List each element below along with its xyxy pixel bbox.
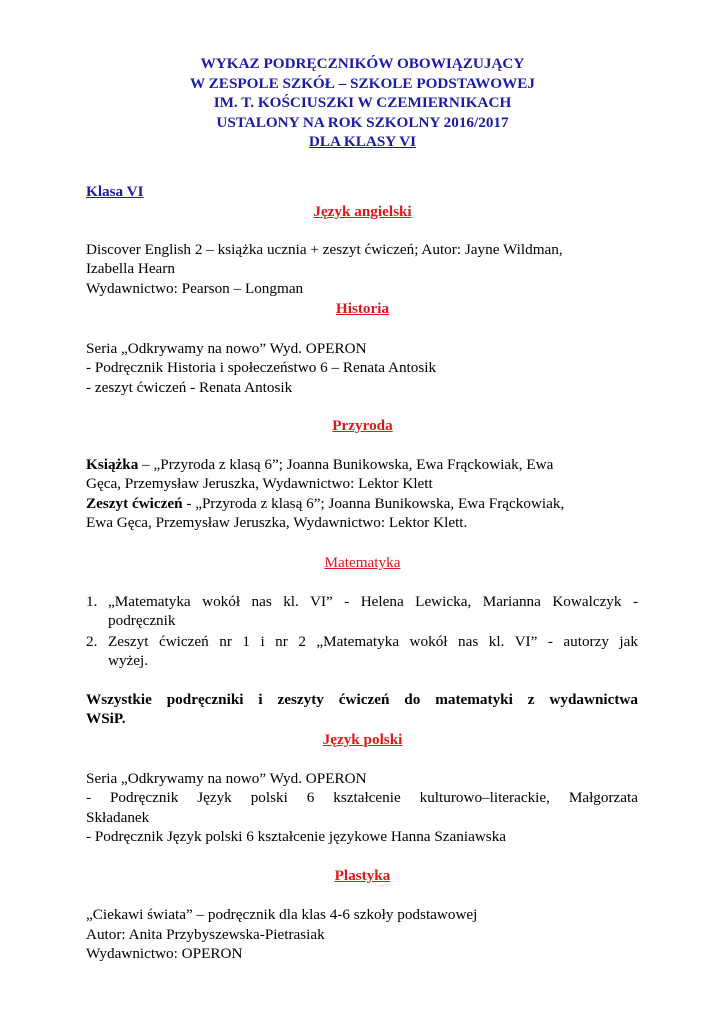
math-note [86, 690, 638, 728]
math-item-2-line-2: wyżej. [108, 652, 149, 669]
heading-english: Język angielski [313, 203, 412, 220]
nature-book-label: Książka [86, 456, 139, 473]
art-line-1: „Ciekawi świata” – podręcznik dla klas 4-6 szkoły podstawowej [86, 906, 478, 923]
polish-line-4: - Podręcznik Język polski 6 kształcenie językowe Hanna Szaniawska [86, 828, 507, 845]
document-title [0, 54, 725, 152]
polish-line-3: Składanek [86, 809, 150, 826]
nature-book-text: – „Przyroda z klasą 6”; Joanna Bunikowska, Ewa Frąckowiak, Ewa [138, 456, 554, 473]
polish-line-2: - Podręcznik Język polski 6 kształcenie kulturowo–literackie, Małgorzata [86, 789, 638, 806]
english-line-2: Izabella Hearn [86, 260, 175, 277]
title-line-4: USTALONY NA ROK SZKOLNY 2016/2017 [216, 113, 509, 131]
math-item-1-number: 1. [86, 593, 98, 610]
nature-workbook-line-1 [86, 494, 638, 513]
math-note-line-2: WSiP. [86, 710, 126, 727]
english-line-3: Wydawnictwo: Pearson – Longman [86, 280, 304, 297]
heading-nature: Przyroda [332, 417, 393, 434]
title-line-3: IM. T. KOŚCIUSZKI W CZEMIERNIKACH [213, 94, 512, 111]
title-line-5: DLA KLASY VI [308, 133, 417, 150]
math-note-line-1: Wszystkie podręczniki i zeszyty ćwiczeń do matematyki z wydawnictwa [86, 691, 638, 708]
art-line-3: Wydawnictwo: OPERON [86, 945, 243, 962]
heading-history: Historia [335, 300, 390, 317]
polish-line-1: Seria „Odkrywamy na nowo” Wyd. OPERON [86, 770, 367, 787]
english-line-1: Discover English 2 – książka ucznia + zeszyt ćwiczeń; Autor: Jayne Wildman, [86, 241, 563, 258]
history-line-1: Seria „Odkrywamy na nowo” Wyd. OPERON [86, 340, 367, 357]
art-line-2: Autor: Anita Przybyszewska-Pietrasiak [86, 926, 325, 943]
nature-workbook-line-2: Ewa Gęca, Przemysław Jeruszka, Wydawnictwo: Lektor Klett. [86, 514, 468, 531]
nature-book-line-2: Gęca, Przemysław Jeruszka, Wydawnictwo: Lektor Klett [86, 475, 433, 492]
math-item-1-line-2: podręcznik [108, 612, 176, 629]
heading-math: Matematyka [324, 554, 401, 571]
class-label: Klasa VI [86, 183, 144, 200]
heading-art: Plastyka [334, 867, 391, 884]
nature-workbook-label: Zeszyt ćwiczeń [86, 495, 183, 512]
title-line-1: WYKAZ PODRĘCZNIKÓW OBOWIĄZUJĄCY [200, 55, 525, 72]
math-item-1-line-1: „Matematyka wokół nas kl. VI” - Helena Lewicka, Marianna Kowalczyk - [108, 593, 638, 610]
nature-book-line-1 [86, 455, 638, 474]
history-line-2: - Podręcznik Historia i społeczeństwo 6 – Renata Antosik [86, 359, 437, 376]
heading-polish: Język polski [322, 731, 403, 748]
math-item-2 [108, 632, 638, 670]
math-item-2-number: 2. [86, 633, 98, 650]
history-line-3: - zeszyt ćwiczeń - Renata Antosik [86, 379, 293, 396]
nature-workbook-text: - „Przyroda z klasą 6”; Joanna Bunikowska, Ewa Frąckowiak, [182, 495, 565, 512]
math-item-2-line-1: Zeszyt ćwiczeń nr 1 i nr 2 „Matematyka wokół nas kl. VI” - autorzy jak [108, 633, 638, 650]
title-line-2: W ZESPOLE SZKÓŁ – SZKOLE PODSTAWOWEJ [189, 74, 536, 92]
math-item-1 [108, 592, 638, 630]
